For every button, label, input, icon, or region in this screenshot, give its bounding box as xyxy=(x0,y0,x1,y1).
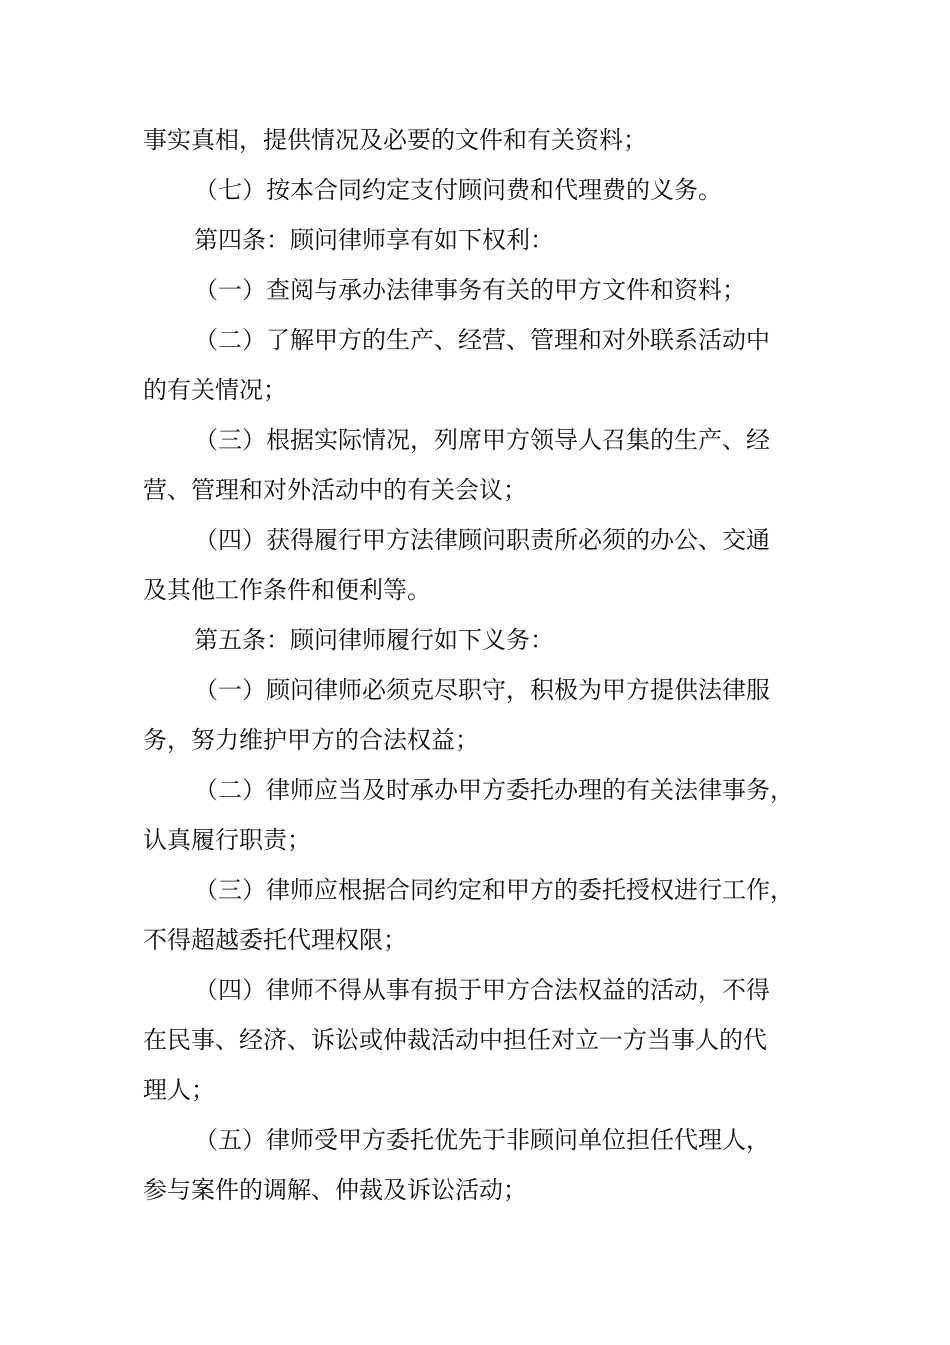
text-line: 及其他工作条件和便利等。 xyxy=(143,576,431,604)
text-line: （四）律师不得从事有损于甲方合法权益的活动，不得 xyxy=(194,976,770,1004)
text-line: （一）顾问律师必须克尽职守，积极为甲方提供法律服 xyxy=(194,676,770,704)
text-line: 认真履行职责； xyxy=(143,826,311,854)
section-heading: 第四条：顾问律师享有如下权利： xyxy=(194,226,554,254)
text-line: （二）了解甲方的生产、经营、管理和对外联系活动中 xyxy=(194,326,770,354)
text-line: （四）获得履行甲方法律顾问职责所必须的办公、交通 xyxy=(194,526,770,554)
text-line: 营、管理和对外活动中的有关会议； xyxy=(143,476,527,504)
section-heading: 第五条：顾问律师履行如下义务： xyxy=(194,626,554,654)
text-line: 理人； xyxy=(143,1076,215,1104)
text-line: （二）律师应当及时承办甲方委托办理的有关法律事务， xyxy=(194,776,794,804)
text-line: 的有关情况； xyxy=(143,376,287,404)
text-line: 在民事、经济、诉讼或仲裁活动中担任对立一方当事人的代 xyxy=(143,1026,767,1054)
text-line: （七）按本合同约定支付顾问费和代理费的义务。 xyxy=(194,176,722,204)
text-line: 不得超越委托代理权限； xyxy=(143,926,407,954)
text-line: 参与案件的调解、仲裁及诉讼活动； xyxy=(143,1176,527,1204)
text-line: 事实真相，提供情况及必要的文件和有关资料； xyxy=(143,126,647,154)
text-line: （一）查阅与承办法律事务有关的甲方文件和资料； xyxy=(194,276,746,304)
text-line: 务，努力维护甲方的合法权益； xyxy=(143,726,479,754)
text-line: （三）律师应根据合同约定和甲方的委托授权进行工作， xyxy=(194,876,794,904)
text-line: （三）根据实际情况，列席甲方领导人召集的生产、经 xyxy=(194,426,770,454)
text-line: （五）律师受甲方委托优先于非顾问单位担任代理人， xyxy=(194,1126,770,1154)
